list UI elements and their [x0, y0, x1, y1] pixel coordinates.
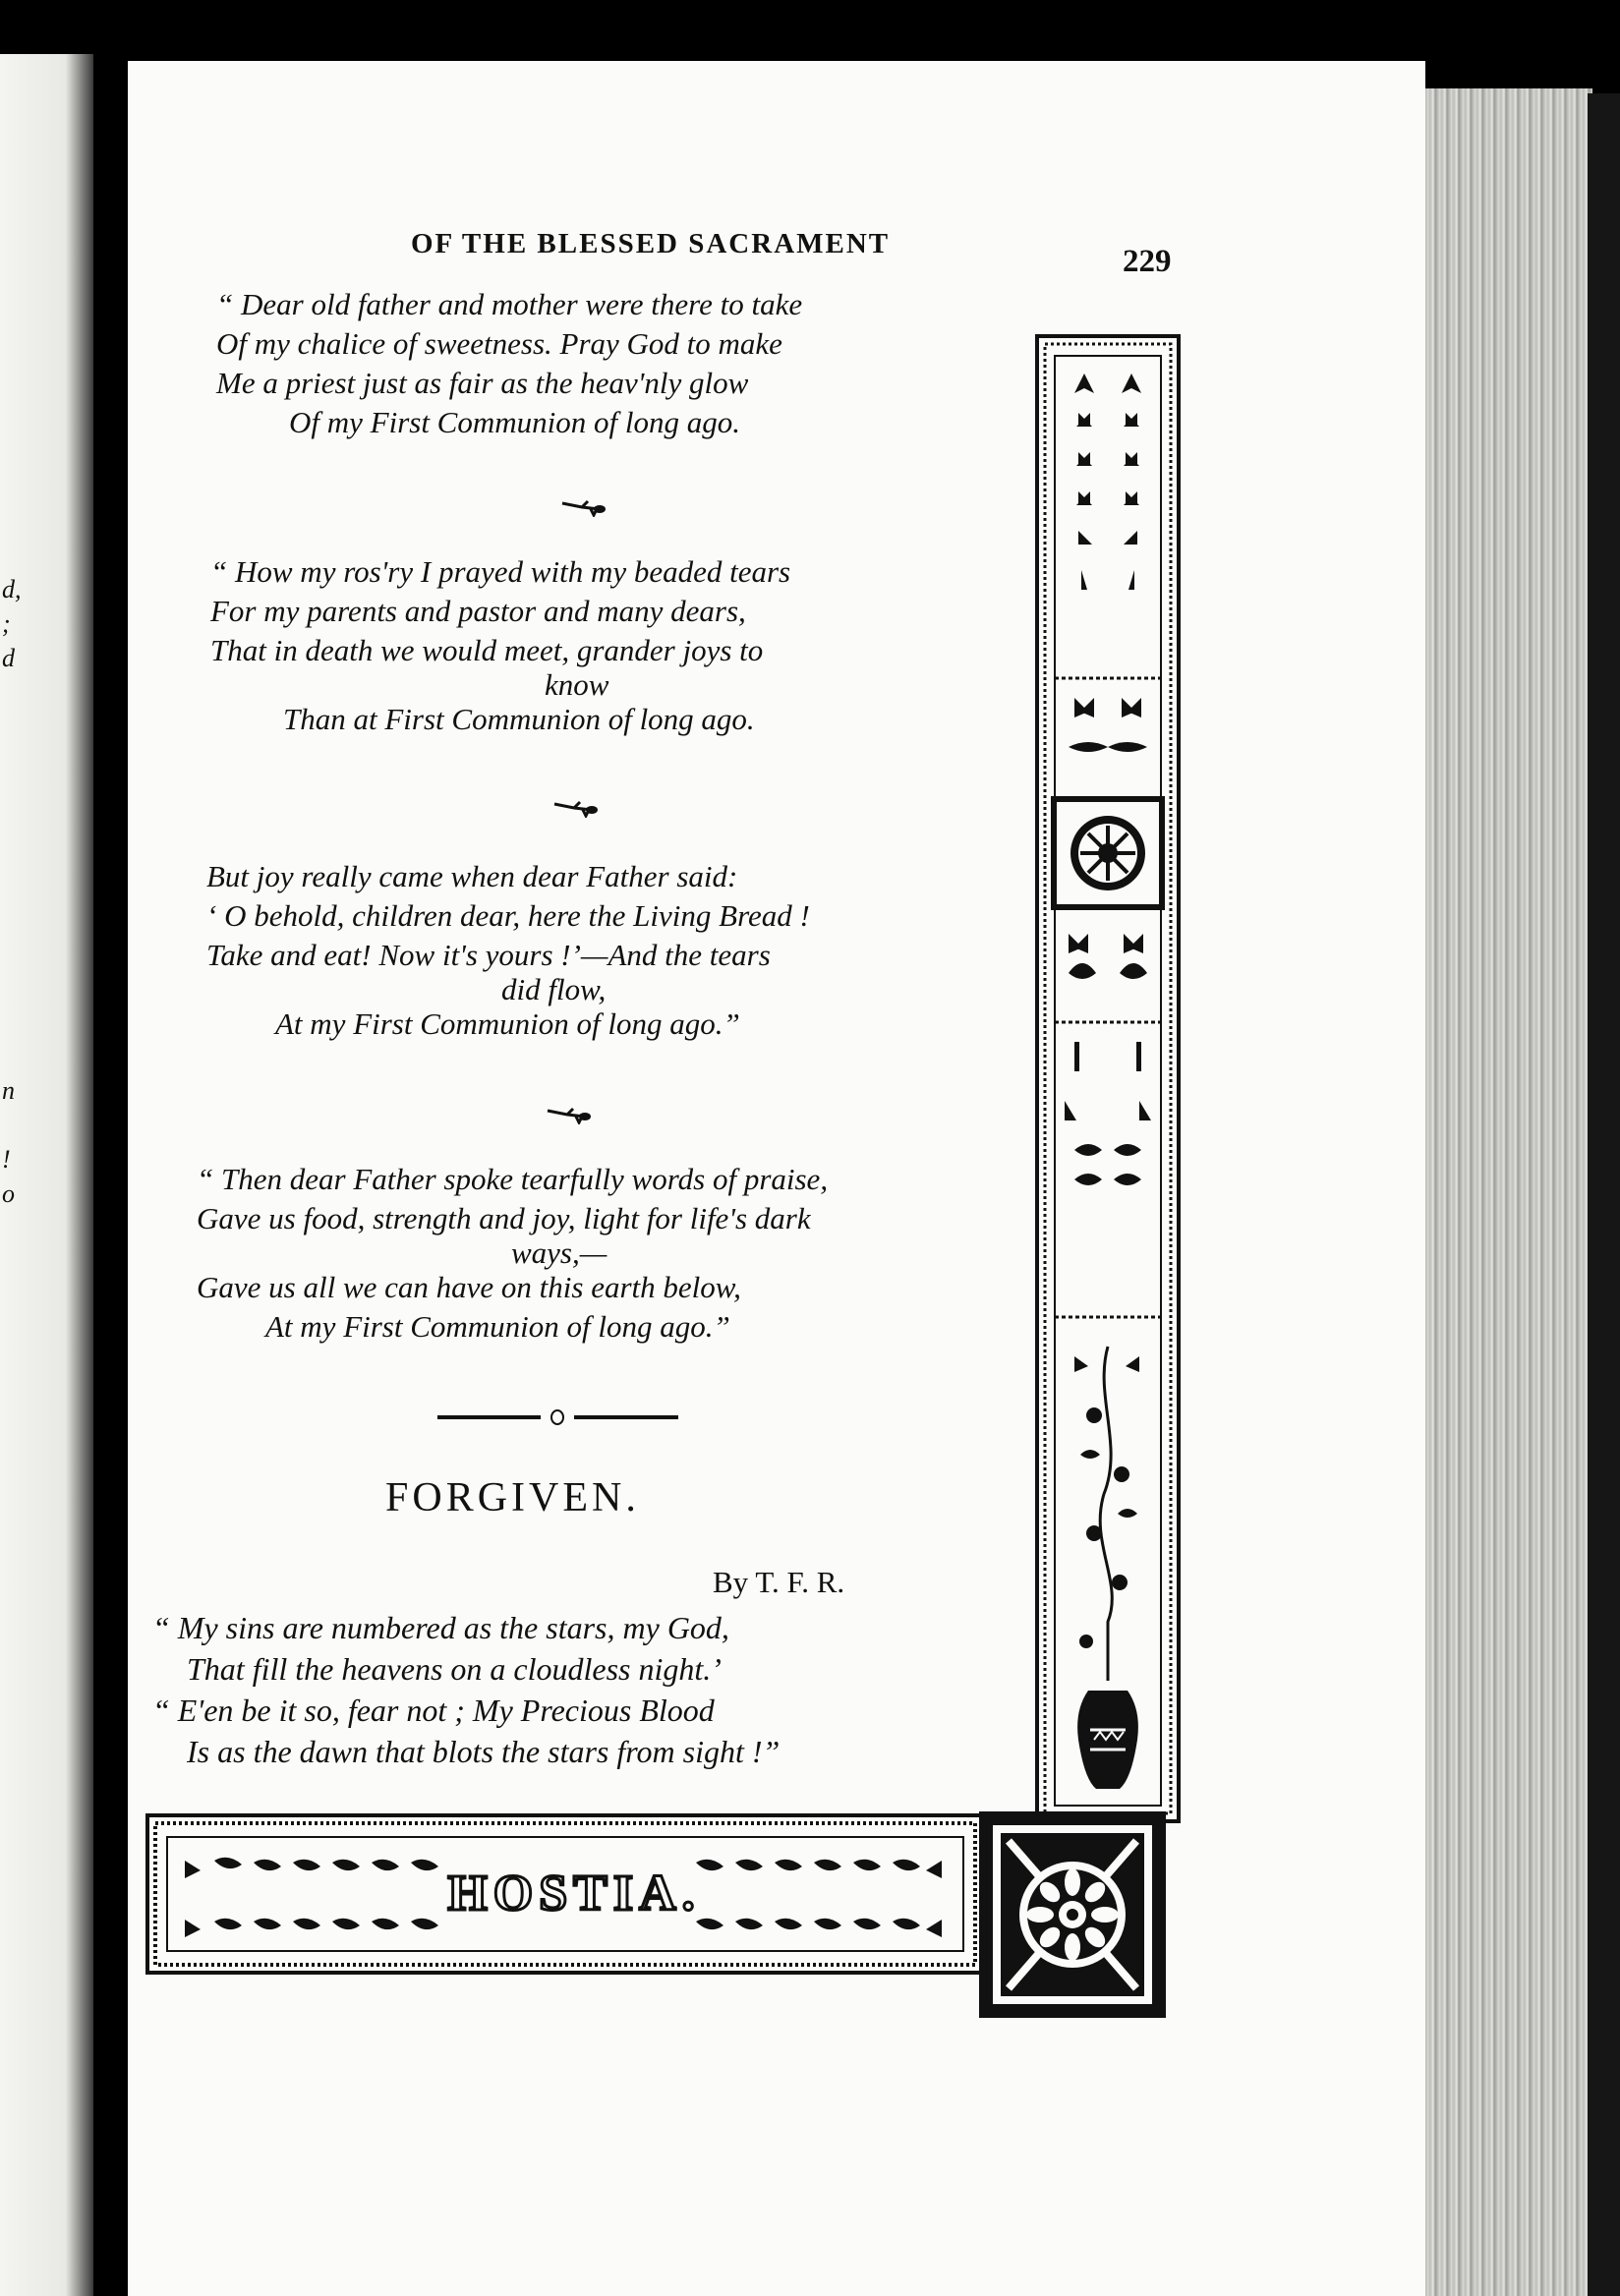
verse-line: Me a priest just as fair as the heav'nly glow [216, 366, 749, 400]
verse-line: Of my First Communion of long ago. [289, 405, 740, 439]
section-divider [437, 1407, 678, 1427]
verse-line: Is as the dawn that blots the stars from sight !” [187, 1734, 781, 1769]
verse-line: know [545, 667, 609, 702]
forgiven-verse [152, 1607, 780, 1772]
fleuron-ornament [546, 1101, 595, 1124]
facing-page-fragment: n [2, 1076, 15, 1105]
verse-line: “ E'en be it so, fear not ; My Precious Blood [152, 1693, 715, 1728]
verse-line: But joy really came when dear Father said: [206, 859, 738, 893]
verse-line: “ Dear old father and mother were there to take [216, 287, 803, 321]
fleuron-ornament [552, 794, 602, 818]
stanza-1 [216, 285, 802, 442]
verse-line: That in death we would meet, grander joys to [210, 633, 764, 667]
running-head: OF THE BLESSED SACRAMENT [411, 228, 891, 259]
verse-line: “ How my ros'ry I prayed with my beaded tears [210, 554, 791, 589]
poem-title: FORGIVEN. [385, 1475, 640, 1521]
stanza-3 [206, 857, 810, 1044]
facing-page-fragment: ! [2, 1145, 11, 1174]
facing-page [0, 54, 93, 2296]
verse-line: Gave us food, strength and joy, light for life's dark [197, 1201, 811, 1235]
verse-line: For my parents and pastor and many dears, [210, 594, 746, 628]
facing-page-fragment: ; [2, 609, 11, 638]
facing-page-fragment: o [2, 1179, 15, 1208]
verse-line: At my First Communion of long ago.” [265, 1309, 730, 1344]
page-number: 229 [1123, 244, 1172, 279]
verse-line: Of my chalice of sweetness. Pray God to make [216, 326, 782, 361]
verse-line: At my First Communion of long ago.” [275, 1006, 740, 1041]
verse-line: “ Then dear Father spoke tearfully words of praise, [197, 1162, 829, 1196]
verse-line: Gave us all we can have on this earth below, [197, 1270, 741, 1304]
hostia-banner [145, 1811, 1168, 2057]
fleuron-ornament [560, 493, 609, 517]
stanza-2 [210, 552, 790, 739]
stanza-4 [197, 1160, 828, 1347]
facing-page-fragment: d, [2, 575, 22, 603]
verse-line: “ My sins are numbered as the stars, my God, [152, 1610, 729, 1645]
verse-line: Than at First Communion of long ago. [283, 702, 755, 736]
facing-page-fragment: d [2, 644, 15, 672]
poem-byline: By T. F. R. [713, 1565, 845, 1599]
verse-line: Take and eat! Now it's yours !’—And the tears [206, 938, 771, 972]
book-shadow [1588, 93, 1620, 2296]
verse-line: did flow, [501, 972, 607, 1006]
page-edges [1416, 88, 1592, 2296]
verse-line: ‘ O behold, children dear, here the Living Bread ! [206, 898, 810, 933]
verse-line: ways,— [511, 1235, 608, 1270]
decorative-floral-border [1035, 334, 1181, 1823]
banner-label: HOSTIA. [447, 1866, 701, 1922]
verse-line: That fill the heavens on a cloudless night.’ [187, 1651, 722, 1687]
